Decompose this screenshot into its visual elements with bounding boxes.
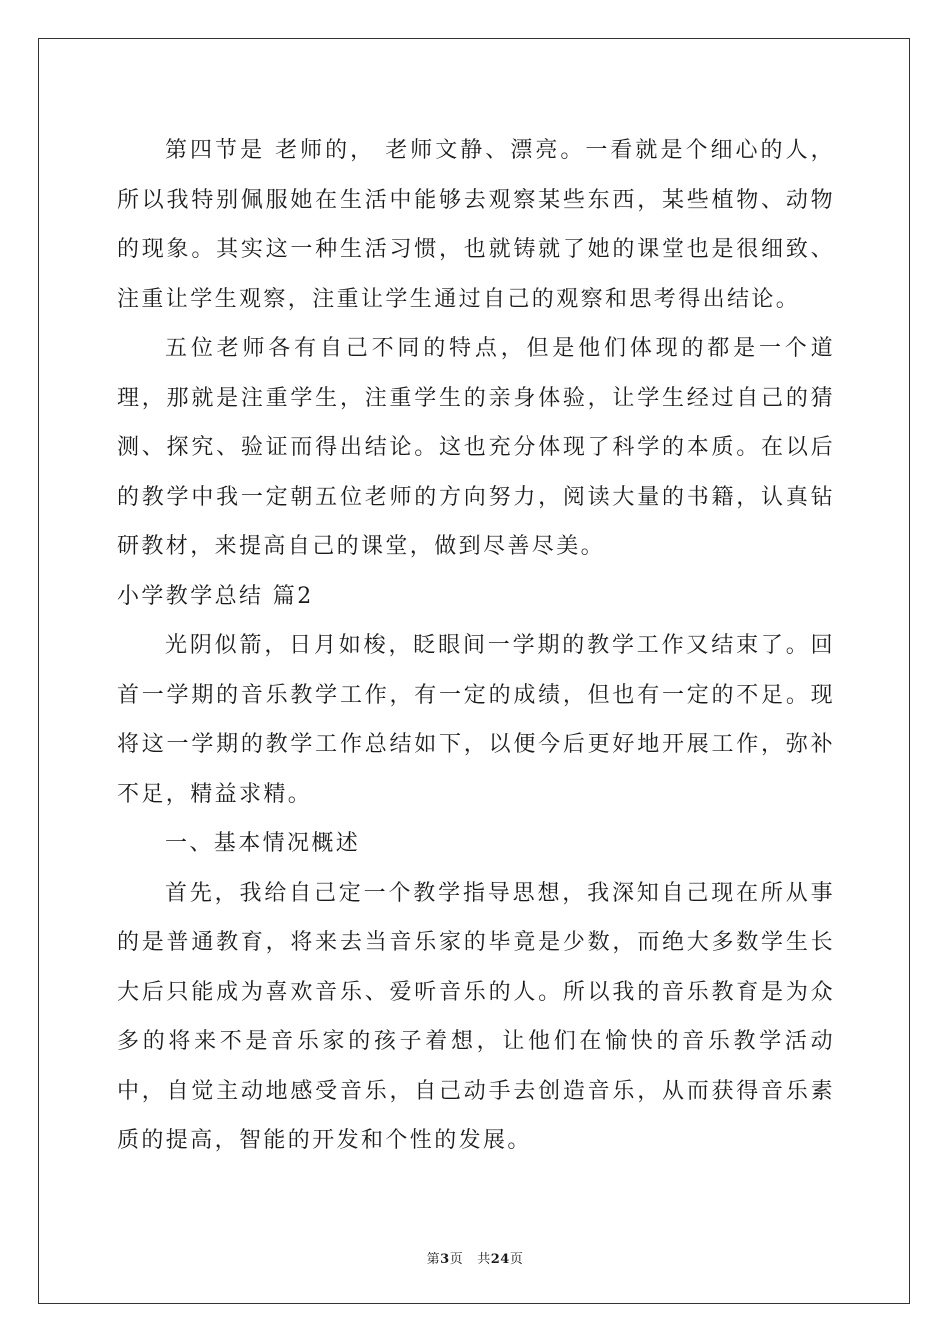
document-body — [117, 126, 835, 1166]
paragraph-4: 首先，我给自己定一个教学指导思想，我深知自己现在所从事的是普通教育，将来去当音乐家的毕竟是少数，而绝大多数学生长大后只能成为喜欢音乐、爱听音乐的人。所以我的音乐教育是为众多的将来不是音乐家的孩子着想，让他们在愉快的音乐教学活动中，自觉主动地感受音乐，自己动手去创造音乐，从而获得音乐素质的提高，智能的开发和个性的发展。 — [117, 880, 835, 1153]
paragraph-1: 第四节是 老师的， 老师文静、漂亮。一看就是个细心的人，所以我特别佩服她在生活中能够去观察某些东西，某些植物、动物的现象。其实这一种生活习惯，也就铸就了她的课堂也是很细致、注重让学生观察，注重让学生通过自己的观察和思考得出结论。 — [117, 138, 835, 312]
current-page-number: 3 — [440, 1252, 450, 1267]
total-pages-number: 24 — [490, 1252, 510, 1267]
paragraph-3: 光阴似箭，日月如梭，眨眼间一学期的教学工作又结束了。回首一学期的音乐教学工作，有一定的成绩，但也有一定的不足。现将这一学期的教学工作总结如下，以便今后更好地开展工作，弥补不足，精益求精。 — [117, 633, 835, 807]
total-suffix: 页 — [509, 1252, 524, 1267]
total-prefix: 共 — [477, 1252, 491, 1267]
section-heading: 小学教学总结 篇2 — [117, 583, 314, 609]
paragraph-2: 五位老师各有自己不同的特点，但是他们体现的都是一个道理，那就是注重学生，注重学生的亲身体验，让学生经过自己的猜测、探究、验证而得出结论。这也充分体现了科学的本质。在以后的教学中我一定朝五位老师的方向努力，阅读大量的书籍，认真钻研教材，来提高自己的课堂，做到尽善尽美。 — [117, 336, 835, 559]
page-prefix: 第 — [426, 1252, 441, 1267]
page-footer — [0, 1248, 950, 1267]
subheading-basic-overview: 一、基本情况概述 — [165, 831, 361, 856]
page-suffix: 页 — [449, 1252, 464, 1267]
